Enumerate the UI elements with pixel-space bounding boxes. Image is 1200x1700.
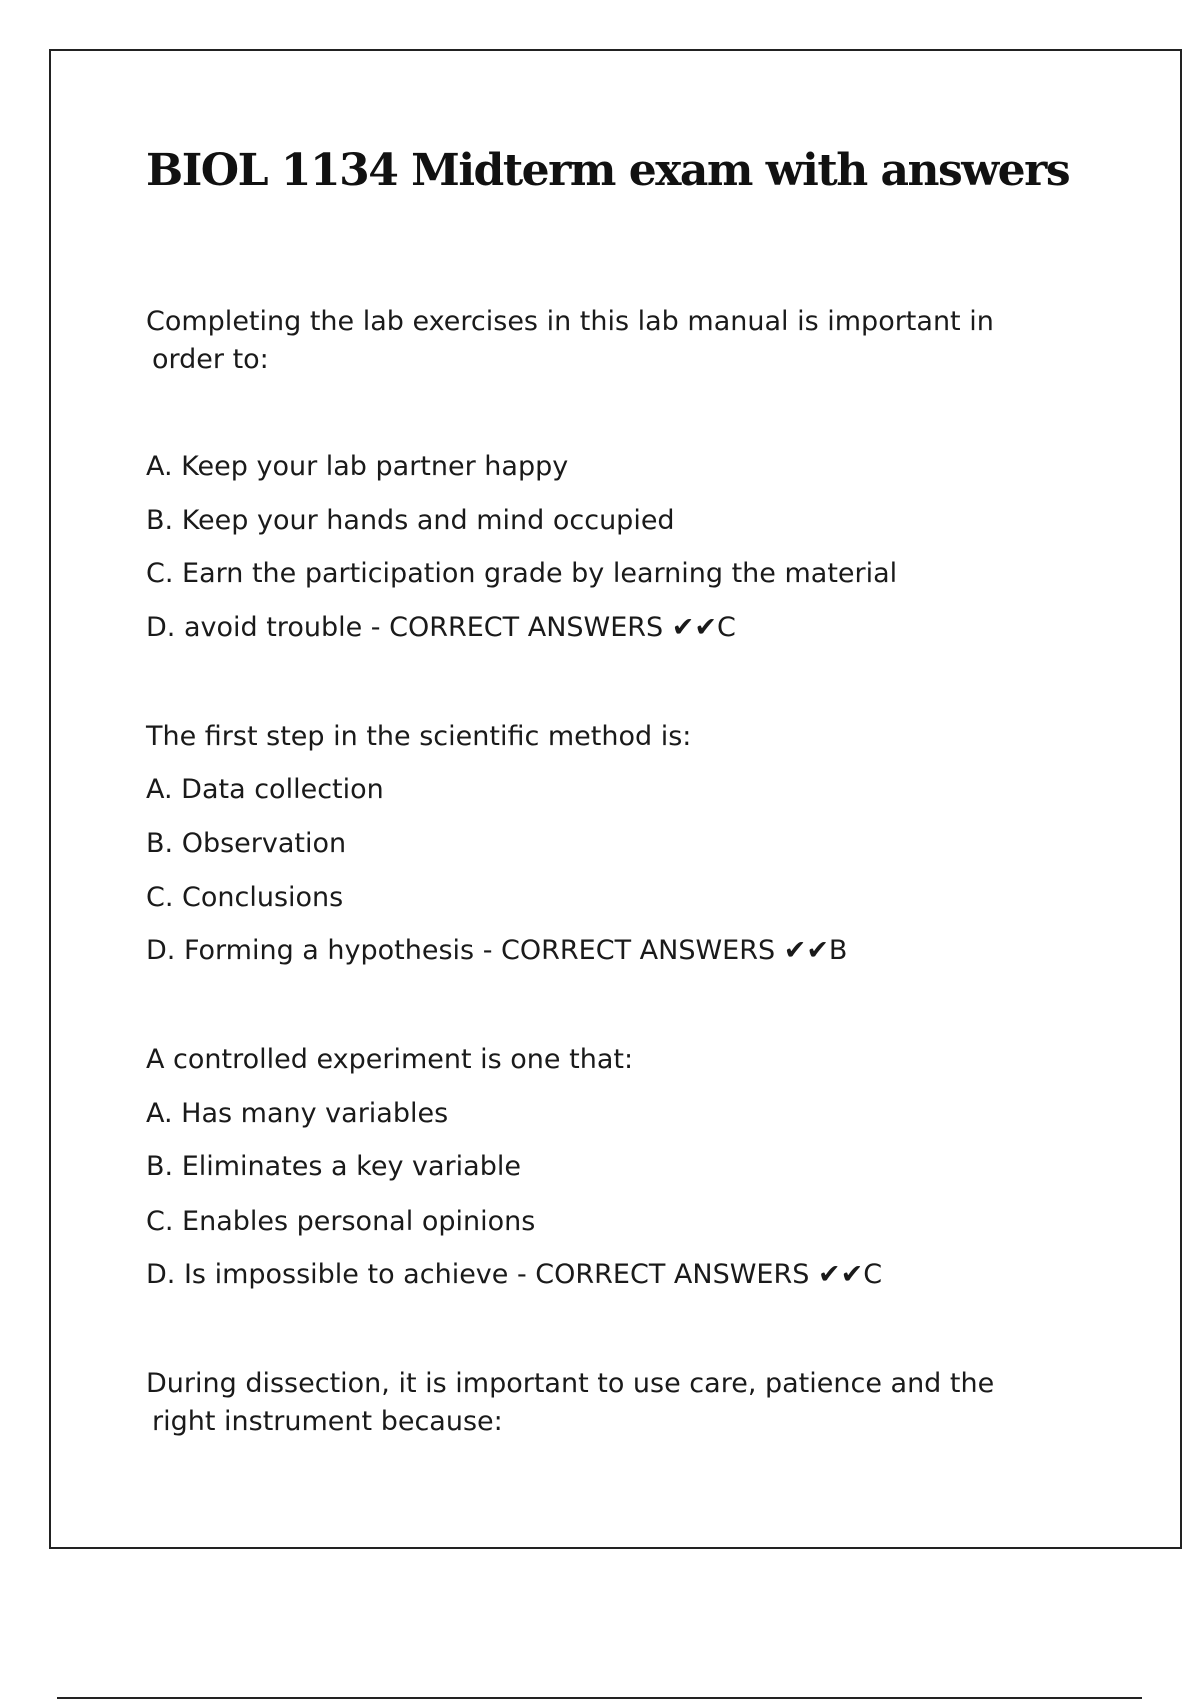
question-2-option-a: A. Data collection: [146, 774, 384, 805]
question-2-option-c: C. Conclusions: [146, 882, 344, 913]
question-1-prompt: Completing the lab exercises in this lab manual is important in: [146, 306, 994, 337]
question-1-option-a: A. Keep your lab partner happy: [146, 451, 569, 482]
question-4-prompt: During dissection, it is important to use care, patience and the: [146, 1368, 995, 1399]
bottom-divider: [57, 1697, 1142, 1699]
question-2-option-b: B. Observation: [146, 828, 347, 859]
document-title: BIOL 1134 Midterm exam with answers: [146, 145, 1070, 196]
question-2-prompt: The first step in the scientific method is:: [146, 721, 692, 752]
question-3-option-d-answer: D. Is impossible to achieve - CORRECT ANSWERS ✔✔C: [146, 1259, 883, 1290]
question-4-prompt-continued: right instrument because:: [152, 1406, 503, 1437]
question-1-prompt-continued: order to:: [152, 344, 269, 375]
question-3-option-b: B. Eliminates a key variable: [146, 1151, 521, 1182]
question-3-option-a: A. Has many variables: [146, 1098, 449, 1129]
question-3-prompt: A controlled experiment is one that:: [146, 1044, 634, 1075]
question-3-option-c: C. Enables personal opinions: [146, 1206, 536, 1237]
question-2-option-d-answer: D. Forming a hypothesis - CORRECT ANSWERS ✔✔B: [146, 935, 848, 966]
question-1-option-c: C. Earn the participation grade by learning the material: [146, 558, 898, 589]
question-1-option-d-answer: D. avoid trouble - CORRECT ANSWERS ✔✔C: [146, 612, 736, 643]
question-1-option-b: B. Keep your hands and mind occupied: [146, 505, 675, 536]
